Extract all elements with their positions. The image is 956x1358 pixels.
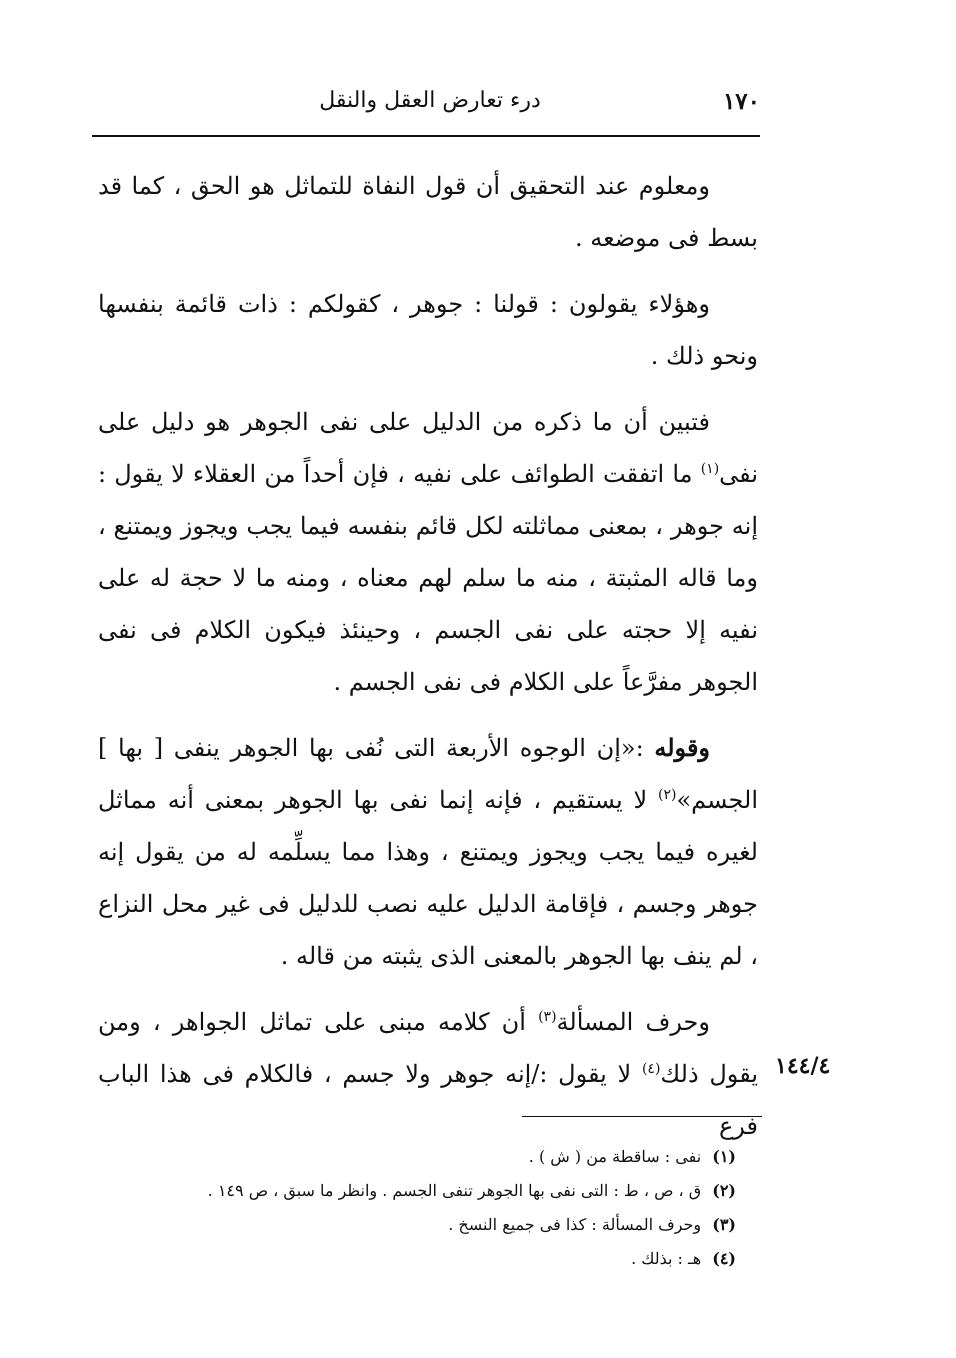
paragraph-4-text: لا يستقيم ، فإنه إنما نفى بها الجوهر بمعنى أنه مماثل لغيره فيما يجب ويجوز ويمتنع ، وهذا مما يسلِّمه له من يقول إنه جوهر وجسم ، فإقامة الدليل عليه نصب للدليل فى غير محل النزاع ، لم ينف بها الجوهر بالمعنى الذى يثبته من قاله . <box>98 786 758 970</box>
paragraph-3-text-b: ما اتفقت الطوائف على نفيه ، فإن أحداً من العقلاء لا يقول : إنه جوهر ، بمعنى مماثلته لكل قائم بنفسه فيما يجب ويجوز ويمتنع ، وما قاله المثبتة ، منه ما سلم لهم معناه ، ومنه ما لا حجة له على نفيه إلا حجته على نفى الجسم ، وحينئذ فيكون الكلام فى نفى الجوهر مفرَّعاً على الكلام فى نفى الجسم . <box>98 460 758 696</box>
paragraph-4-quote: :«إن الوجوه الأربعة التى نُفى بها الجوهر ينفى [ بها ] الجسم» <box>98 734 758 814</box>
paragraph-1-text: ومعلوم عند التحقيق أن قول النفاة للتماثل هو الحق ، كما قد بسط فى موضعه . <box>98 172 758 252</box>
paragraph-5-text-b: أن كلامه مبنى على تماثل الجواهر ، ومن يقول ذلك <box>98 1008 759 1088</box>
footnote-number: (٤) <box>712 1249 736 1268</box>
page-number: ١٧٠ <box>722 88 760 115</box>
footnote-1 <box>140 1140 736 1174</box>
paragraph-1 <box>98 160 758 264</box>
margin-volume-page-reference: ١٤٤/٤ <box>775 1053 831 1079</box>
footnote-ref-3: (٣) <box>538 1009 557 1025</box>
footnotes <box>140 1140 736 1276</box>
footnote-4 <box>140 1242 736 1276</box>
footnote-text: وحرف المسألة : كذا فى جميع النسخ . <box>448 1215 702 1234</box>
header-rule <box>92 135 760 137</box>
footnote-3 <box>140 1208 736 1242</box>
footnote-number: (١) <box>712 1147 736 1166</box>
paragraph-4-lead: وقوله <box>654 733 710 762</box>
footnote-text: نفى : ساقطة من ( ش ) . <box>528 1147 702 1166</box>
paragraph-3 <box>98 396 758 708</box>
footnote-ref-1: (١) <box>700 461 720 477</box>
footnote-number: (٢) <box>712 1181 736 1200</box>
paragraph-5-text-a: وحرف المسألة <box>556 1008 710 1036</box>
paragraph-2-text: وهؤلاء يقولون : قولنا : جوهر ، كقولكم : ذات قائمة بنفسها ونحو ذلك . <box>98 290 758 370</box>
footnote-2 <box>140 1174 736 1208</box>
paragraph-3-text-a: فتبين أن ما ذكره من الدليل على نفى الجوهر هو دليل على نفى <box>98 408 758 488</box>
paragraph-4 <box>98 722 758 982</box>
footnote-rule <box>522 1116 762 1117</box>
main-text <box>98 160 758 1152</box>
running-title: درء تعارض العقل والنقل <box>319 88 541 113</box>
footnote-text: هـ : بذلك . <box>631 1249 702 1268</box>
paragraph-2 <box>98 278 758 382</box>
footnote-ref-2: (٢) <box>657 787 677 803</box>
footnote-text: ق ، ص ، ط : التى نفى بها الجوهر تنفى الجسم . وانظر ما سبق ، ص ١٤٩ . <box>207 1181 702 1200</box>
footnote-number: (٣) <box>712 1215 736 1234</box>
page-header <box>100 88 760 128</box>
paragraph-5 <box>98 996 758 1152</box>
footnote-ref-4: (٤) <box>641 1061 661 1077</box>
paragraph-5-text-c: لا يقول :/إنه جوهر ولا جسم ، فالكلام فى هذا الباب فرع <box>98 1060 758 1140</box>
